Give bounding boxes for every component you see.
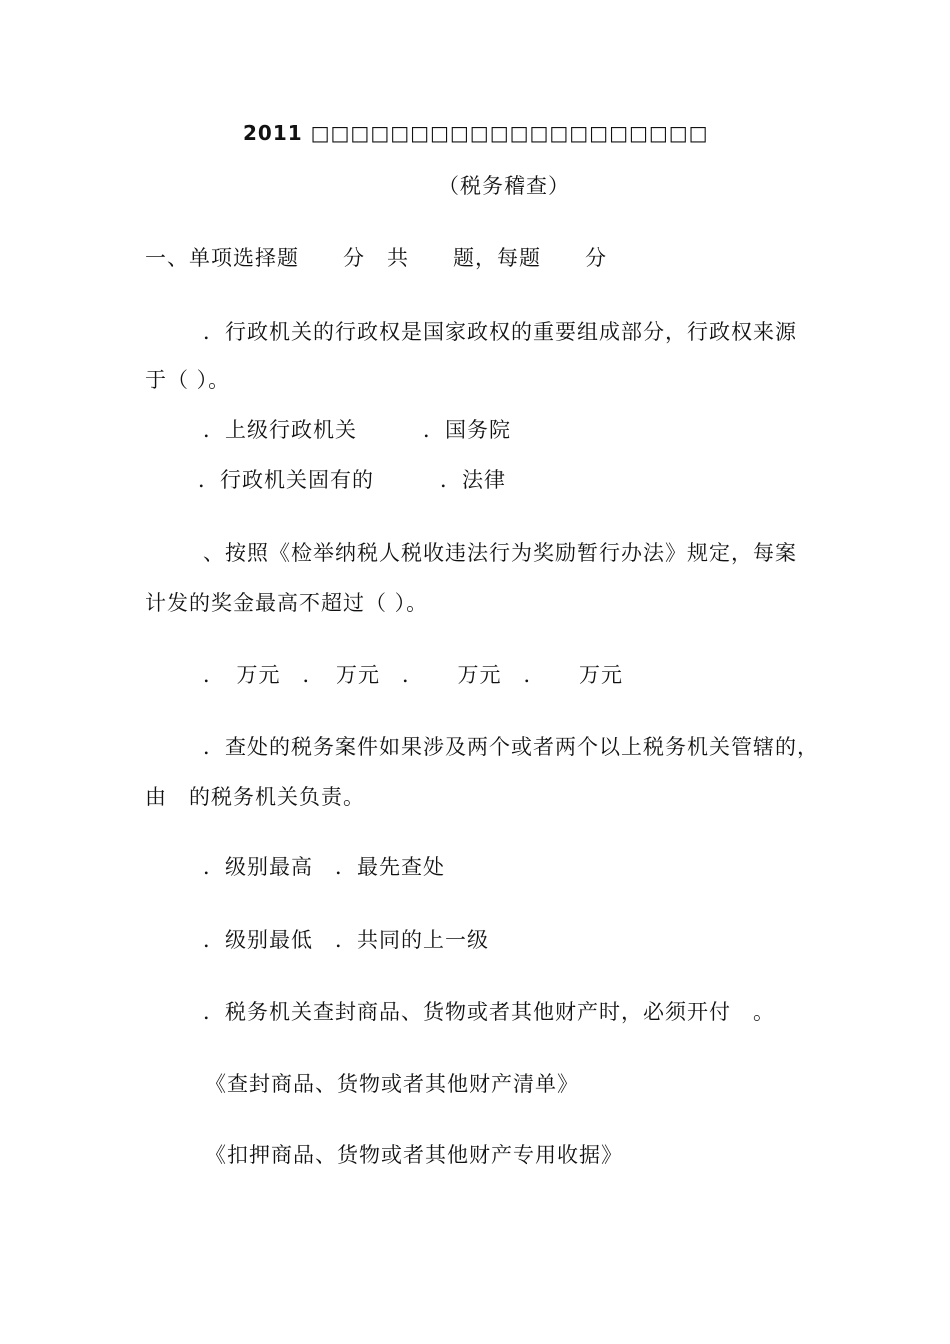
- question-stem-line2: 于（ ）。: [145, 368, 231, 392]
- document-title: 2011 □□□□□□□□□□□□□□□□□□□□: [243, 121, 709, 145]
- question-options-line1: ． 万元 ． 万元 ． 万元 ． 万元: [203, 663, 623, 687]
- question-options-line1: ．上级行政机关 ．国务院: [203, 418, 511, 442]
- question-stem-line2: 计发的奖金最高不超过（ ）。: [145, 591, 429, 615]
- question-options-line2: ．行政机关固有的 ．法律: [198, 468, 506, 492]
- question-options-line2: 《扣押商品、货物或者其他财产专用收据》: [205, 1143, 623, 1167]
- question-stem-line1: 、按照《检举纳税人税收违法行为奖励暂行办法》规定，每案: [203, 541, 797, 565]
- question-options-line2: ．级别最低 ．共同的上一级: [203, 928, 489, 952]
- question-options-line1: 《查封商品、货物或者其他财产清单》: [205, 1072, 579, 1096]
- question-stem-line1: ．税务机关查封商品、货物或者其他财产时，必须开付 。: [203, 1000, 775, 1024]
- question-stem-line2: 由 的税务机关负责。: [145, 785, 365, 809]
- question-options-line1: ．级别最高 ．最先查处: [203, 855, 445, 879]
- document-subtitle: （税务稽查）: [438, 174, 570, 198]
- section-heading: 一、单项选择题 分 共 题，每题 分: [145, 246, 607, 270]
- question-stem-line1: ．查处的税务案件如果涉及两个或者两个以上税务机关管辖的，: [203, 735, 819, 759]
- question-stem-line1: ．行政机关的行政权是国家政权的重要组成部分，行政权来源: [203, 320, 797, 344]
